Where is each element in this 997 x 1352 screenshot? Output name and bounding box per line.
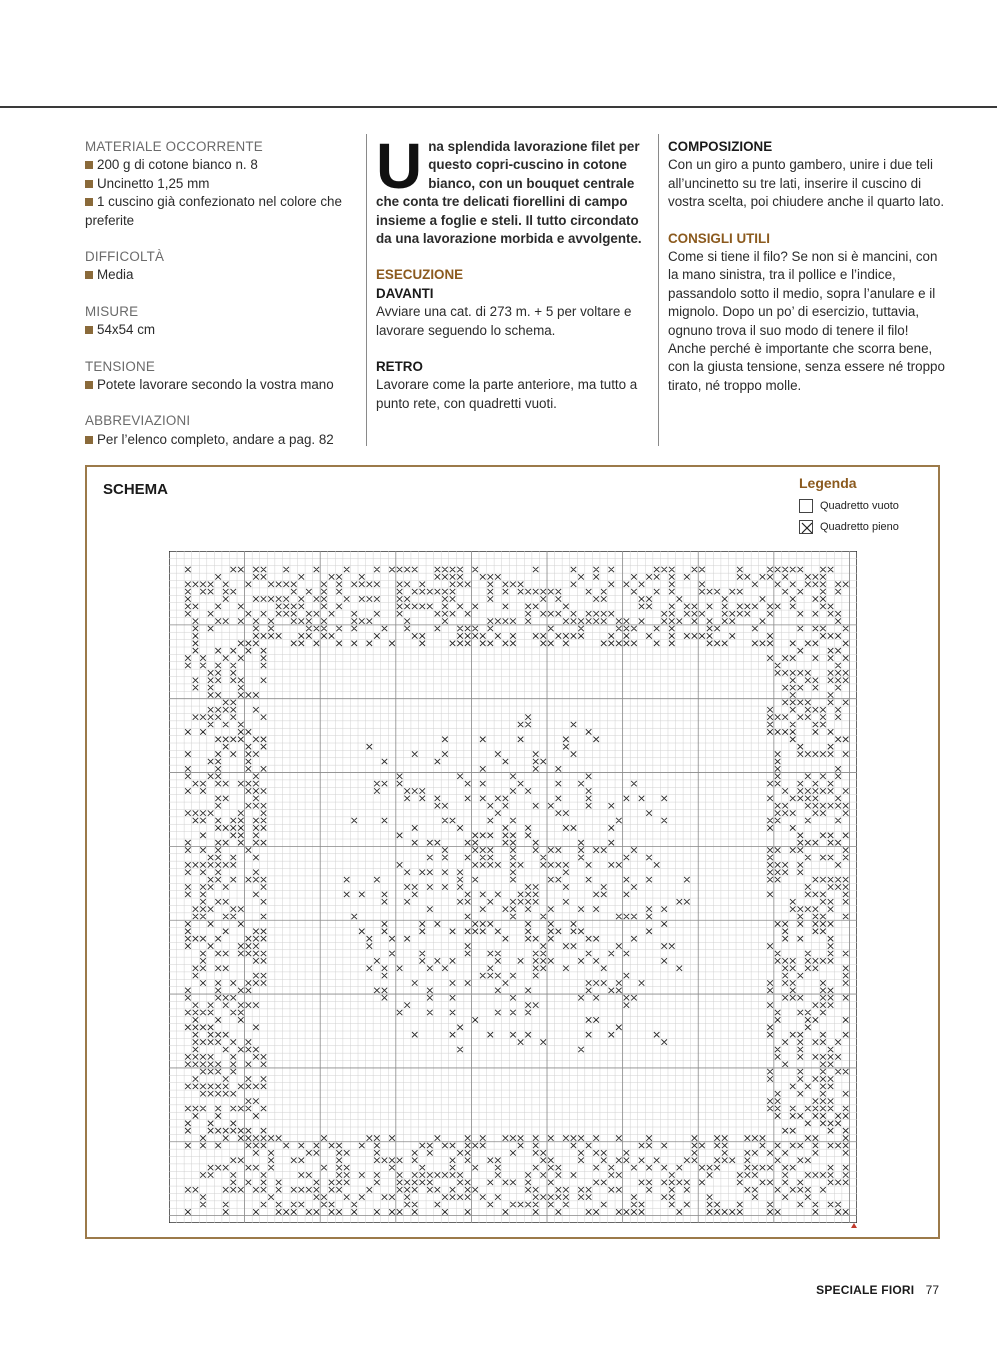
bullet-square-icon — [85, 180, 93, 188]
dropcap: U — [376, 130, 423, 202]
bullet-square-icon — [85, 436, 93, 444]
legend-row-empty: Quadretto vuoto — [799, 495, 899, 516]
empty-square-icon — [799, 499, 813, 513]
list-item: 54x54 cm — [85, 321, 355, 339]
list-item: Media — [85, 266, 355, 284]
tips-text: Come si tiene il filo? Se non si è mancini, con la mano sinistra, tra il pollice e l’indice, passandolo sotto il medio, sopra l’anulare e il mignolo. Dopo un po’ di esercizio, tuttavia, ognuno trova il suo modo di tenere il filo! Anche perché è importante che scorra bene, con la giusta tensione, senza essere né troppo tirato, né troppo molle. — [668, 249, 945, 393]
top-rule — [0, 106, 997, 108]
schema-panel — [85, 465, 940, 1239]
magazine-name: SPECIALE FIORI — [816, 1283, 915, 1297]
back-text: Lavorare come la parte anteriore, ma tutto a punto rete, con quadretti vuoti. — [376, 377, 638, 411]
list-item: 200 g di cotone bianco n. 8 — [85, 156, 355, 174]
front-text: Avviare una cat. di 273 m. + 5 per voltare e lavorare seguendo lo schema. — [376, 304, 632, 338]
front-heading: DAVANTI — [376, 285, 434, 301]
difficulty-section — [85, 248, 355, 285]
page-footer — [816, 1283, 939, 1297]
column-divider — [366, 134, 367, 446]
list-item: Potete lavorare secondo la vostra mano — [85, 376, 355, 394]
list-item: Per l’elenco completo, andare a pag. 82 — [85, 431, 355, 449]
list-item: Uncinetto 1,25 mm — [85, 175, 355, 193]
legend-row-full: Quadretto pieno — [799, 516, 899, 537]
column-divider — [658, 134, 659, 446]
tips-heading: CONSIGLI UTILI — [668, 230, 770, 246]
execution-heading: ESECUZIONE — [376, 267, 464, 283]
list-item: 1 cuscino già confezionato nel colore che preferite — [85, 194, 342, 228]
section-heading: ABBREVIAZIONI — [85, 413, 191, 429]
page-number: 77 — [925, 1283, 939, 1297]
materials-section — [85, 138, 355, 230]
bullet-square-icon — [85, 198, 93, 206]
section-heading: MATERIALE OCCORRENTE — [85, 139, 263, 154]
legend — [799, 475, 899, 537]
section-heading: MISURE — [85, 303, 139, 319]
filet-chart — [169, 551, 857, 1223]
section-heading: DIFFICOLTÀ — [85, 249, 165, 265]
bullet-square-icon — [85, 271, 93, 279]
tension-section — [85, 358, 355, 395]
bullet-square-icon — [85, 381, 93, 389]
bullet-square-icon — [85, 326, 93, 334]
section-heading: TENSIONE — [85, 358, 156, 374]
composition-text: Con un giro a punto gambero, unire i due teli all’uncinetto su tre lati, inserire il cuscino di vostra scelta, poi chiudere anche il quarto lato. — [668, 157, 945, 210]
tips-column — [668, 138, 948, 395]
start-marker-icon — [851, 1223, 857, 1228]
abbreviations-section — [85, 412, 355, 449]
size-section — [85, 303, 355, 340]
crossed-square-icon — [799, 520, 813, 534]
schema-title: SCHEMA — [103, 481, 169, 498]
legend-title: Legenda — [799, 475, 857, 491]
materials-column — [85, 138, 355, 467]
intro-paragraph: Una splendida lavorazione filet per questo copri-cuscino in cotone bianco, con un bouquet centrale che conta tre delicati fiorellini di campo insieme a foglie e steli. Il tutto circondato da una lavorazione morbida e avvolgente. — [376, 130, 642, 247]
composition-heading: COMPOSIZIONE — [668, 139, 773, 154]
back-heading: RETRO — [376, 359, 423, 375]
bullet-square-icon — [85, 161, 93, 169]
instructions-column — [376, 130, 644, 413]
